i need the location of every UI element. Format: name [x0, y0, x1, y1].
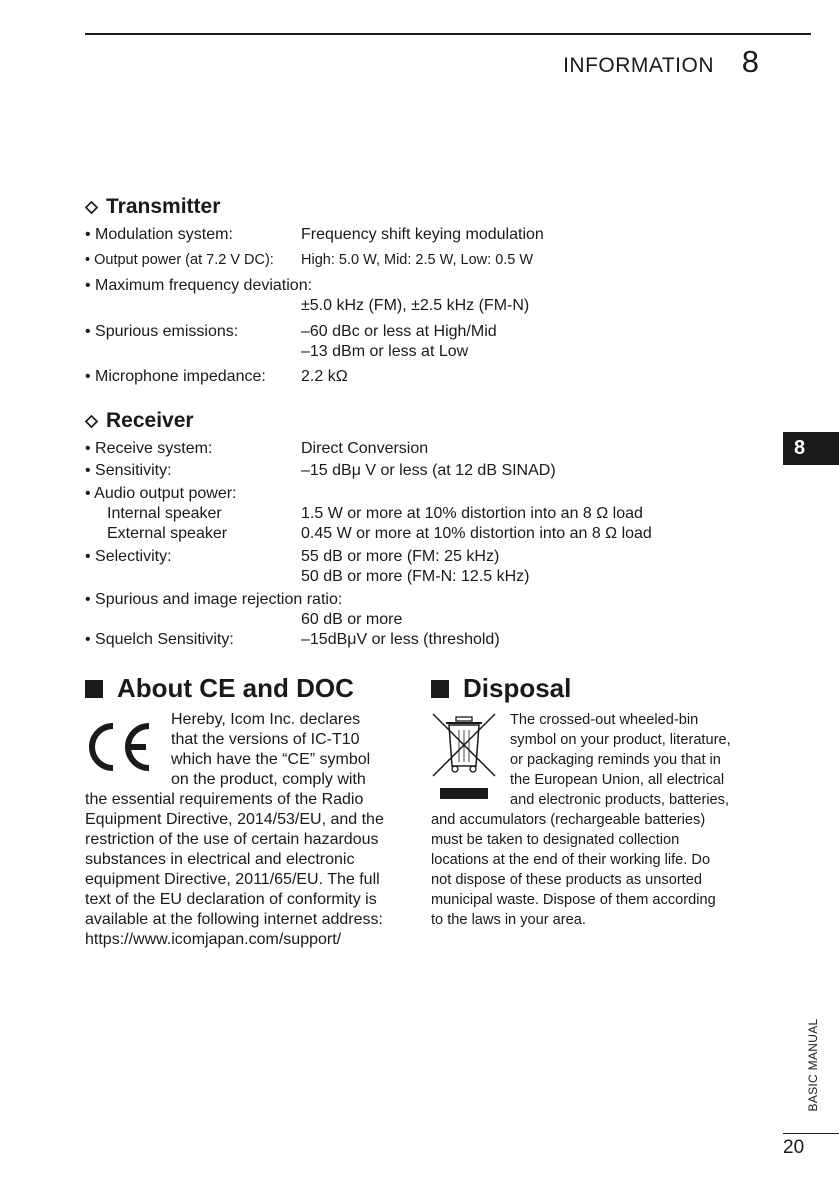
receiver-heading — [85, 409, 194, 433]
spec-label: • Selectivity: — [85, 548, 172, 565]
spec-value: 55 dB or more (FM: 25 kHz) — [301, 548, 500, 565]
transmitter-heading — [85, 195, 220, 219]
spec-value: –60 dBc or less at High/Mid — [301, 323, 497, 340]
disposal-text-line: municipal waste. Dispose of them according — [431, 892, 716, 908]
ce-text-line: which have the “CE” symbol — [171, 751, 371, 768]
chapter-number: 8 — [741, 44, 759, 79]
disposal-text-line: must be taken to designated collection — [431, 832, 680, 848]
diamond-icon — [85, 201, 98, 214]
disposal-text-line: symbol on your product, literature, — [510, 732, 731, 748]
ce-text-line: on the product, comply with — [171, 771, 366, 788]
spec-label: • Spurious and image rejection ratio: — [85, 591, 343, 608]
disposal-heading-text: Disposal — [463, 673, 572, 703]
spec-value: –15 dBμ V or less (at 12 dB SINAD) — [301, 462, 556, 479]
spec-value: Direct Conversion — [301, 440, 429, 457]
spec-label: • Microphone impedance: — [85, 368, 266, 385]
ce-text-line: available at the following internet address: — [85, 911, 383, 928]
diamond-icon — [85, 415, 98, 428]
disposal-text-line: The crossed-out wheeled-bin — [510, 712, 699, 728]
spec-label: • Sensitivity: — [85, 462, 172, 479]
ce-text-line: equipment Directive, 2011/65/EU. The full — [85, 871, 380, 888]
spec-label: • Maximum frequency deviation: — [85, 277, 313, 294]
square-bullet-icon — [431, 680, 449, 698]
ce-heading-text: About CE and DOC — [117, 673, 354, 703]
spec-value: 2.2 kΩ — [301, 368, 348, 385]
ce-mark-icon — [85, 720, 155, 774]
transmitter-heading-text: Transmitter — [106, 195, 221, 218]
spec-value: 50 dB or more (FM-N: 12.5 kHz) — [301, 568, 530, 585]
header-rule — [85, 33, 811, 35]
ce-text-line: that the versions of IC-T10 — [171, 731, 360, 748]
spec-value: High: 5.0 W, Mid: 2.5 W, Low: 0.5 W — [301, 252, 534, 268]
spec-value: –15dBμV or less (threshold) — [301, 631, 500, 648]
section-title: INFORMATION — [563, 54, 714, 77]
spec-label: • Squelch Sensitivity: — [85, 631, 234, 648]
page-number: 20 — [783, 1137, 805, 1158]
footer-rule — [783, 1133, 839, 1134]
spec-label: • Modulation system: — [85, 226, 233, 243]
square-bullet-icon — [85, 680, 103, 698]
spec-value: 60 dB or more — [301, 611, 403, 628]
manual-label: BASIC MANUAL — [806, 1018, 820, 1112]
disposal-heading — [431, 673, 571, 704]
ce-text-line: Equipment Directive, 2014/53/EU, and the — [85, 811, 384, 828]
ce-url: https://www.icomjapan.com/support/ — [85, 931, 342, 948]
disposal-text-line: or packaging reminds you that in — [510, 752, 721, 768]
ce-heading — [85, 673, 354, 704]
spec-value: 1.5 W or more at 10% distortion into an 8 Ω load — [301, 505, 643, 522]
ce-text-line: the essential requirements of the Radio — [85, 791, 364, 808]
disposal-text-line: and accumulators (rechargeable batteries) — [431, 812, 706, 828]
ce-text-line: text of the EU declaration of conformity is — [85, 891, 377, 908]
spec-value: ±5.0 kHz (FM), ±2.5 kHz (FM-N) — [301, 297, 530, 314]
spec-label: • Output power (at 7.2 V DC): — [85, 252, 274, 268]
spec-value: Frequency shift keying modulation — [301, 226, 544, 243]
spec-label: • Audio output power: — [85, 485, 237, 502]
crossed-out-bin-icon — [431, 712, 497, 802]
spec-label: • Spurious emissions: — [85, 323, 239, 340]
disposal-text-line: to the laws in your area. — [431, 912, 586, 928]
spec-value: 0.45 W or more at 10% distortion into an 8 Ω load — [301, 525, 652, 542]
chapter-tab: 8 — [783, 432, 839, 465]
disposal-text-line: the European Union, all electrical — [510, 772, 725, 788]
disposal-text-line: locations at the end of their working life. Do — [431, 852, 711, 868]
spec-label: External speaker — [107, 525, 228, 542]
disposal-text-line: not dispose of these products as unsorted — [431, 872, 702, 888]
ce-text-line: substances in electrical and electronic — [85, 851, 355, 868]
spec-label: • Receive system: — [85, 440, 213, 457]
ce-text-line: restriction of the use of certain hazardous — [85, 831, 379, 848]
disposal-text-line: and electronic products, batteries, — [510, 792, 730, 808]
receiver-heading-text: Receiver — [106, 409, 194, 432]
ce-text-line: Hereby, Icom Inc. declares — [171, 711, 361, 728]
spec-value: –13 dBm or less at Low — [301, 343, 469, 360]
spec-label: Internal speaker — [107, 505, 222, 522]
